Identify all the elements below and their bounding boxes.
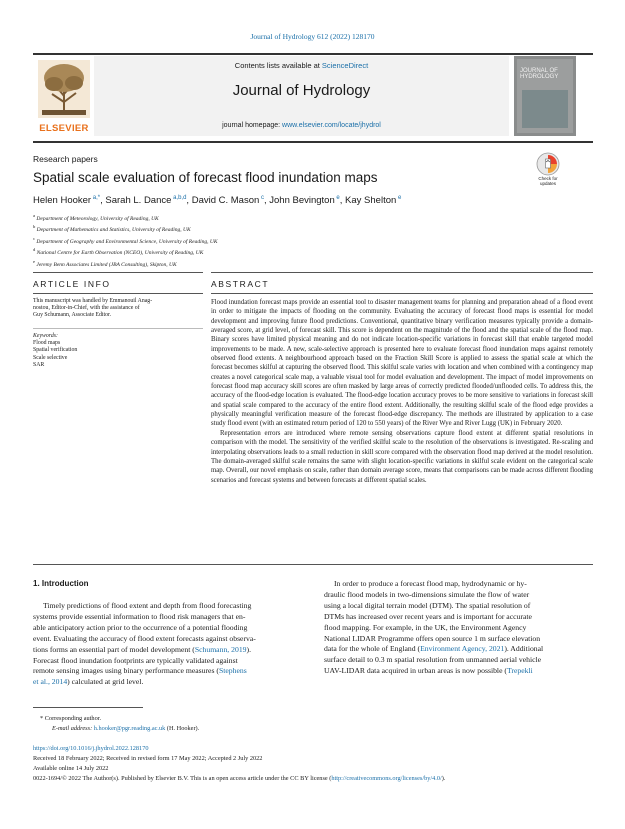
affiliation: $^b$ Department of Mathematics and Statistics, University of Reading, UK [33,224,191,234]
author-affiliation-marker[interactable]: e [334,195,340,201]
keyword-list [33,333,203,369]
contents-prefix: Contents lists available at [234,61,322,70]
abstract-rule [211,272,593,273]
keyword: Flood maps [33,340,61,347]
email-link[interactable]: h.hooker@pgr.reading.ac.uk [93,725,166,732]
article-info-rule-bottom [33,293,203,294]
introduction-heading: 1. Introduction [33,579,89,588]
contents-line [94,61,509,70]
received-dates: Received 18 February 2022; Received in revised form 17 May 2022; Accepted 2 July 2022 [33,755,263,762]
abstract-body [211,298,593,485]
keywords-label: Keywords: [33,333,58,339]
handling-editor-note: This manuscript was handled by Emmanouil Anag- nostou, Editor-in-Chief, with the assistance of Guy Schumann, Associate Editor. [33,298,153,319]
journal-title: Journal of Hydrology [232,82,371,99]
elsevier-tree-icon [34,56,94,122]
abstract-end-rule [33,564,593,565]
author-affiliation-marker[interactable]: c [259,195,264,201]
article-type: Research papers [33,154,98,164]
abstract-heading: ABSTRACT [211,279,270,289]
introduction-left-column: Timely predictions of flood extent and depth from flood forecasting systems provide essential information to flood risk managers that en- able anticipatory action prior to the occurrence of a potential flooding event. Evaluating the accuracy of flood extent forecasts against observa- tions forms an essential part of model development (Schumann, 2019). Forecast flood inundation footprints are typically validated against remote sensing images using binary performance measures (Stephens et al., 2014) calculated at grid level. [33,601,256,687]
elsevier-wordmark: ELSEVIER [39,123,89,134]
author-affiliation-marker[interactable]: e [396,195,402,201]
author[interactable]: Sarah L. Dance [105,195,172,207]
keyword: SAR [33,361,45,368]
article-info-rule [33,272,203,273]
online-date: Available online 14 July 2022 [33,765,109,772]
keyword: Spatial verification [33,347,78,354]
keywords-rule [33,328,203,329]
author-email: E-mail address: h.hooker@pgr.reading.ac.uk (H. Hooker). [52,725,200,732]
author[interactable]: Kay Shelton [345,195,397,207]
cover-image [522,90,568,128]
check-updates-icon [536,152,560,176]
license-line: 0022-1694/© 2022 The Author(s). Published by Elsevier B.V. This is an open access article under the CC BY license (http://creativecommons.org/licenses/by/4.0/). [33,775,446,782]
author[interactable]: John Bevington [269,195,335,207]
check-for-updates-badge[interactable] [536,152,560,186]
citation-link[interactable]: Environment Agency, 2021 [420,644,505,654]
journal-reference[interactable]: Journal of Hydrology 612 (2022) 128170 [250,32,375,41]
author-list: Helen Hooker $^{a,*}$, Sarah L. Dance $^{a,b,d}$, David C. Mason $^c$, John Bevington $^e$, Kay Shelton $^e$ [33,195,402,207]
affiliation-list [33,212,218,269]
cover-title: JOURNAL OF HYDROLOGY [520,68,559,80]
check-updates-label: Check for updates [538,176,558,186]
elsevier-logo[interactable] [34,56,94,136]
abstract-paragraph: Flood inundation forecast maps provide an essential tool to disaster management teams for planning and preparation ahead of a flood event in order to mitigate the impacts of flooding on the community. Evaluating the accuracy of forecast flood maps is essential for model development and improving future flood predictions. Conventional, quantitative binary verification measures typically provide a domain-averaged score, at grid level, of forecast skill. This score is dependent on the magnitude of the flood and the spatial scale of the flood map. Binary scores have limited physical meaning and do not indicate location-specific variations in forecast skill that enable targeted model improvements to be made. A new, scale-selective approach is presented here to evaluate forecast flood inundation maps against remotely observed flood extents. A neighbourhood approach based on the Fraction Skill Score is applied to assess the spatial scale at which the forecast becomes skilful at capturing the observed flood. This skilful scale varies with location and when combined with a contingency map creates a novel categorical scale map, a valuable visual tool for model evaluation and development. The impact of model improvements on forecast flood map accuracy skill scores are often masked by large areas of correctly predicted flooded/unflooded cells. To address this, the accuracy of the flood-edge location is evaluated. The flood-edge location accuracy proves to be more sensitive to variations in forecast skill and spatial scale compared to the accuracy of the entire flood extent. Additionally, the resulting skilful scale of the flood edge provides a physically meaningful verification measure of the forecast flood-edge discrepancy. The methods are illustrated by application to a case study flood event (with an estimated return period of 120 to 550 years) of the River Wye and River Lugg (UK) in February 2020. [211,299,593,428]
author-affiliation-marker[interactable]: a,* [91,195,101,201]
corresponding-author-note: * Corresponding author. [40,715,102,722]
journal-cover[interactable] [514,56,576,136]
author[interactable]: David C. Mason [191,195,260,207]
affiliation: $^e$ Jeremy Benn Associates Limited (JBA Consulting), Skipton, UK [33,258,177,268]
article-info-heading: ARTICLE INFO [33,279,111,289]
abstract-paragraph: Representation errors are introduced where remote sensing observations capture flood extent at different spatial resolutions in comparison with the model. The sensitivity of the verified skilful scale to the resolution of the observations is investigated. Re-scaling and interpolating observations leads to a small reduction in skill score compared with the observation flood map derived at the model resolution. The domain-averaged skilful scale remains the same with slight location-specific variations in skilful scale evident on the categorical scale map. Overall, our novel emphasis on scale, rather than domain average score, means that comparisons can be made across different flooding scenarios and forecast systems and between forecasts at different spatial scales. [211,429,593,484]
header-bottom-rule [33,141,593,143]
keyword: Scale selective [33,354,68,361]
doi-link[interactable]: https://doi.org/10.1016/j.jhydrol.2022.128170 [33,745,149,752]
citation-link[interactable]: Trepekli [506,666,533,676]
citation-link[interactable]: Schumann, 2019 [194,644,247,654]
footnote-rule [33,707,143,708]
article-title: Spatial scale evaluation of forecast flood inundation maps [33,170,378,185]
homepage-prefix: journal homepage: [222,122,283,129]
affiliation: $^a$ Department of Meteorology, University of Reading, UK [33,213,159,222]
introduction-right-column: In order to produce a forecast flood map, hydrodynamic or hy- draulic flood models in two-dimensions simulate the flow of water using a local digital terrain model (DTM). The spatial resolution of DTMs has increased over recent years and is important for accurate flood mapping. For example, in the UK, the Environment Agency National LIDAR Programme offers open source 1 m surface elevation data for the whole of England (Environment Agency, 2021). Additional surface detail to 0.3 m spatial resolution from unmanned aerial vehicle UAV-LIDAR data acquired in urban areas is now possible (Trepekli [324,579,544,676]
license-link[interactable]: http://creativecommons.org/licenses/by/4.0/ [331,775,442,782]
journal-homepage [94,122,509,129]
affiliation: $^c$ Department of Geography and Environmental Science, University of Reading, UK [33,235,218,245]
top-rule [33,53,593,55]
affiliation: $^d$ National Centre for Earth Observation (NCEO), University of Reading, UK [33,247,204,257]
citation-link[interactable]: Stephens [218,666,247,676]
author-affiliation-marker[interactable]: a,b,d [171,195,187,201]
homepage-link[interactable]: www.elsevier.com/locate/jhydrol [282,122,381,129]
citation-link[interactable]: et al., 2014 [33,677,68,687]
abstract-rule-bottom [211,293,593,294]
author[interactable]: Helen Hooker [33,195,92,207]
sciencedirect-link[interactable]: ScienceDirect [321,61,369,70]
